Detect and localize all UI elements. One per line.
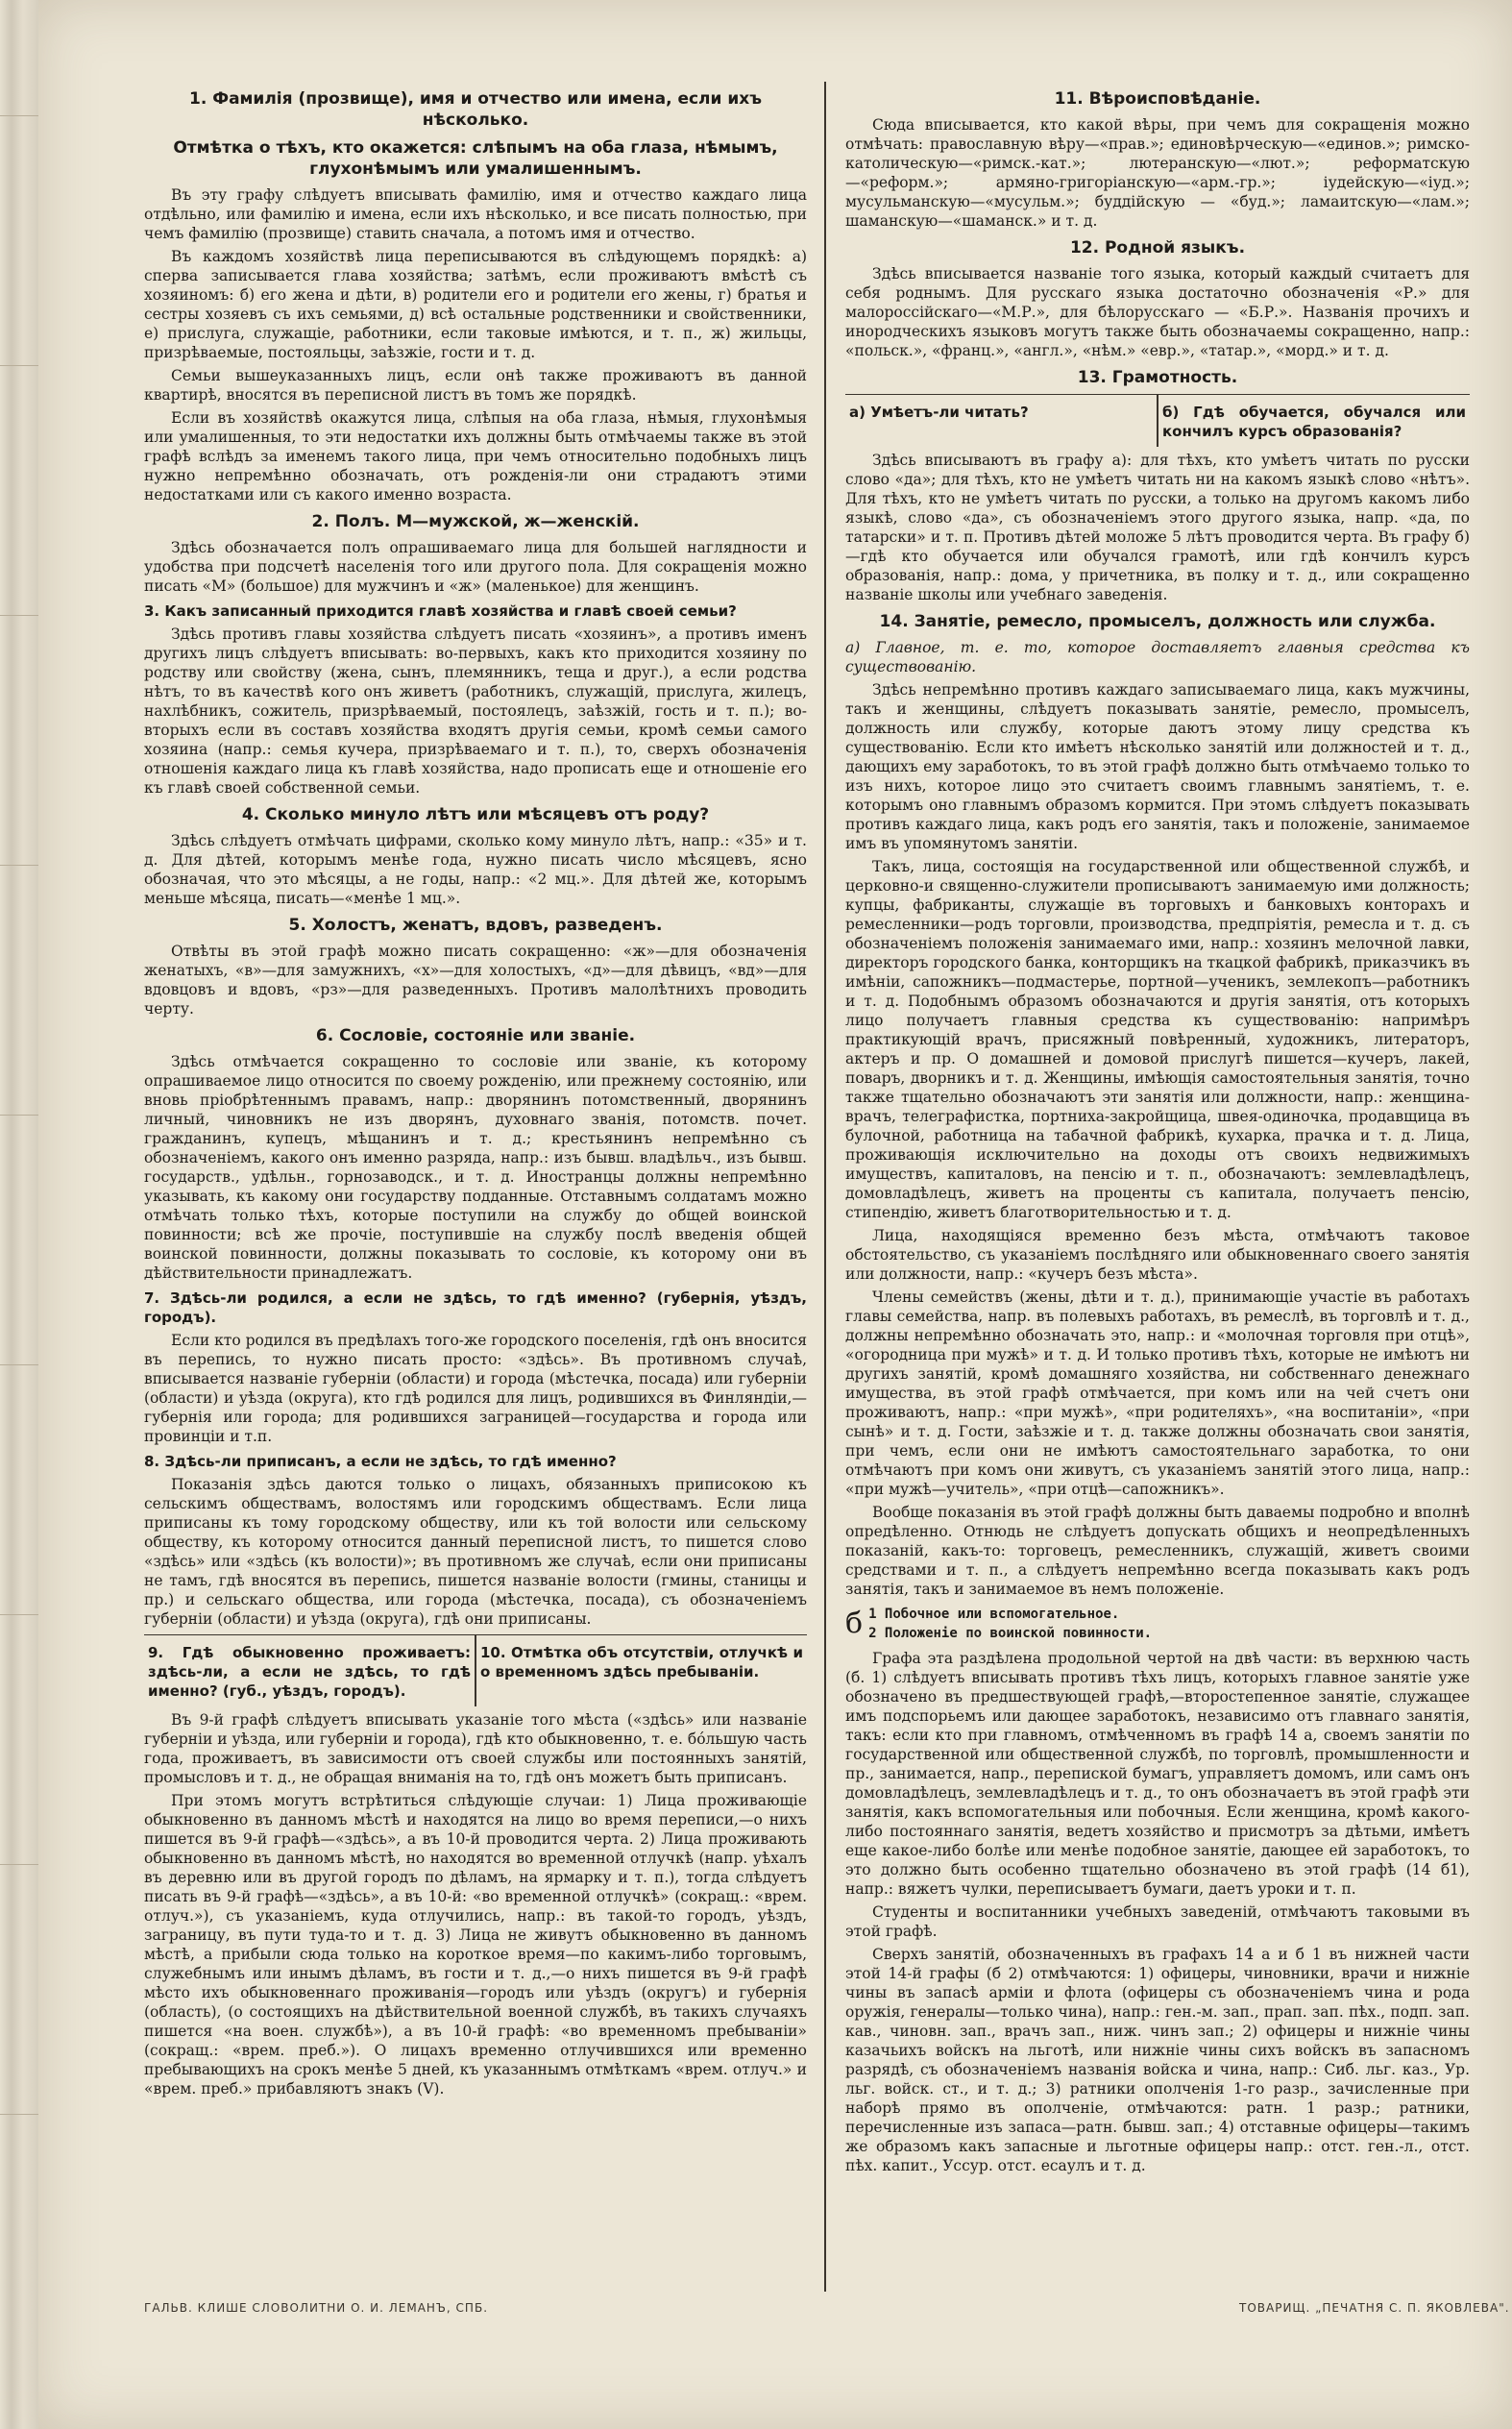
footer-printer-right: ТОВАРИЩ. „ПЕЧАТНЯ С. П. ЯКОВЛЕВА". [1239,2301,1510,2315]
section-14b-paragraph: Студенты и воспитанники учебныхъ заведеній, отмѣчаютъ таковыми въ этой графѣ. [845,1903,1470,1940]
section-14-paragraph: Лица, находящіяся временно безъ мѣста, отмѣчаютъ таковое обстоятельство, съ указаніемъ послѣдняго или обыкновеннаго своего занятія или должности, напр.: «кучеръ безъ мѣста». [845,1227,1470,1283]
section-2-title: 2. Полъ. М—мужской, ж—женскій. [311,512,640,531]
section-14b-line-2: 2 Положеніе по воинской повинности. [868,1626,1153,1641]
section-14b-header [845,1605,1470,1643]
section-12-paragraph: Здѣсь вписывается названіе того языка, который каждый считаетъ для себя роднымъ. Для русскаго языка достаточно обозначенія «Р.» для малороссійскаго—«М.Р.», для бѣлорусскаго — «Б.Р.». Названія прочихъ и инородческихъ языковъ могутъ также быть обозначаемы сокращенно, напр.: «польск.», «франц.», «англ.», «нѣм.» «евр.», «татар.», «морд.» и т. д. [845,265,1470,359]
section-11-paragraph: Сюда вписывается, кто какой вѣры, при чемъ для сокращенія можно отмѣчать: православную вѣру—«прав.»; единовѣрческую—«единов.»; римско-католическую—«римск.-кат.»; лютеранскую—«лют.»; реформатскую—«реформ.»; армяно-григоріанскую—«арм.-гр.»; іудейскую—«іуд.»; мусульманскую—«мусульм.»; буддійскую — «буд.»; ламаитскую—«лам.»; шаманскую—«шаманск.» и т. д. [845,116,1470,230]
section-6-title: 6. Сословіе, состояніе или званіе. [315,1026,636,1045]
section-14-paragraph: Такъ, лица, состоящія на государственной или общественной службѣ, и церковно-и священно-служители прописываютъ занимаемую ими должность; купцы, фабриканты, служащіе въ торговыхъ и банковыхъ конторахъ и ремесленники—родъ торговли, производства, предпріятія, ремесла и т. д. съ обозначеніемъ положенія занимаемаго ими, напр.: хозяинъ мелочной лавки, директоръ городского банка, конторщикъ на ткацкой фабрикѣ, приказчикъ въ имѣніи, сапожникъ—подмастерье, портной—ученикъ, землекопъ—работникъ и т. д. Подобнымъ образомъ обозначаются и другія занятія, отъ которыхъ лицо получаетъ главныя средства къ существованію: напримѣръ практикующій врачъ, присяжный повѣренный, художникъ, литераторъ, актеръ и пр. О домашней и домовой прислугѣ пишется—кучеръ, лакей, поваръ, дворникъ и т. д. Женщины, имѣющія самостоятельныя занятія, точно также тщательно обозначаютъ эти занятія или должности, напр.: женщина-врачъ, телеграфистка, портниха-закройщица, швея-одиночка, продавщица въ булочной, работница на табачной фабрикѣ, кухарка, прачка и т. д. Лица, проживающія исключительно на доходы отъ своихъ недвижимыхъ имуществъ, капиталовъ, на пенсію и т. п., обозначаютъ: землевладѣлецъ, домовладѣлецъ, живетъ на проценты съ капитала, получаетъ пенсію, стипендію, живетъ благотворительностью и т. д. [845,858,1470,1221]
right-column [845,82,1470,2179]
section-14b-line-1: 1 Побочное или вспомогательное. [868,1607,1120,1622]
section-13-paragraph: Здѣсь вписываютъ въ графу а): для тѣхъ, кто умѣетъ читать по русски слово «да»; для тѣхъ, кто не умѣетъ читать ни на какомъ языкѣ слово «нѣтъ». Для тѣхъ, кто не умѣетъ читать по русски, а только на другомъ какомъ либо языкѣ, слово «да», съ обозначеніемъ этого другого языка, напр. «да, по татарски» и т. п. Противъ дѣтей моложе 5 лѣтъ проводится черта. Въ графу б)—гдѣ кто обучается или обучался грамотѣ, или гдѣ кончилъ курсъ образованія, напр.: дома, у причетника, въ полку и т. д., или сокращенно названіе школы или учебнаго заведенія. [845,452,1470,603]
section-14-subtitle: а) Главное, т. е. то, которое доставляетъ главныя средства къ существованію. [845,639,1470,675]
section-13-col-a: а) Умѣетъ-ли читать? [849,404,1029,421]
section-7-title: 7. Здѣсь-ли родился, а если не здѣсь, то гдѣ именно? (губернія, уѣздъ, городъ). [144,1289,807,1326]
section-1-paragraph: Въ каждомъ хозяйствѣ лица переписываются въ слѣдующемъ порядкѣ: а) сперва записывается глава хозяйства; затѣмъ, если проживаютъ вмѣстѣ съ хозяиномъ: б) его жена и дѣти, в) родители его и родители его жены, г) братья и сестры хозяевъ съ ихъ семьями, д) всѣ остальные родственники и свойственники, е) прислуга, служащіе, работники, если таковые имѣются, и т. п., ж) жильцы, призрѣваемые, постояльцы, заѣзжіе, гости и т. д. [144,248,807,361]
section-12-title: 12. Родной языкъ. [1069,238,1246,258]
section-13-subheader [845,394,1470,447]
column-divider [824,82,826,2292]
section-14-paragraph: Вообще показанія въ этой графѣ должны быть даваемы подробно и вполнѣ опредѣленно. Отнюдь не слѣдуетъ допускать общихъ и неопредѣленныхъ показаній, какъ-то: торговецъ, ремесленникъ, служащій, живетъ своими средствами и т. п., а слѣдуетъ непремѣнно всегда показывать какъ родъ занятія, такъ и занимаемое въ немъ положеніе. [845,1504,1470,1598]
section-11-title: 11. Вѣроисповѣданіе. [1054,89,1261,109]
section-5-paragraph: Отвѣты въ этой графѣ можно писать сокращенно: «ж»—для обозначенія женатыхъ, «в»—для замужнихъ, «х»—для холостыхъ, «д»—для дѣвицъ, «вд»—для вдовцовъ и вдовъ, «рз»—для разведенныхъ. Противъ малолѣтнихъ проводить черту. [144,943,807,1018]
section-1-paragraph: Если въ хозяйствѣ окажутся лица, слѣпыя на оба глаза, нѣмыя, глухонѣмыя или умалишенныя, то эти недостатки ихъ должны быть отмѣчаемы также въ этой графѣ вслѣдъ за именемъ такого лица, при чемъ относительно подобныхъ лицъ нужно непремѣнно обозначать, отъ рожденія-ли они страдаютъ этими недостатками или съ какого именно возраста. [144,409,807,503]
section-1-paragraph: Въ эту графу слѣдуетъ вписывать фамилію, имя и отчество каждаго лица отдѣльно, или фамилію и имена, если ихъ нѣсколько, и все писать полностью, при чемъ фамилію (прозвище) ставить сначала, а потомъ имя и отчество. [144,186,807,242]
section-4-paragraph: Здѣсь слѣдуетъ отмѣчать цифрами, сколько кому минуло лѣтъ, напр.: «35» и т. д. Для дѣтей, которымъ менѣе года, нужно писать число мѣсяцевъ, ясно обозначая, что это мѣсяцы, а не годы, напр.: «2 мц.». Для дѣтей же, которымъ меньше мѣсяца, писать—«менѣе 1 мц.». [144,832,807,907]
section-13-title: 13. Грамотность. [1077,368,1238,387]
section-9-10-header [144,1634,807,1706]
section-3-title: 3. Какъ записанный приходится главѣ хозяйства и главѣ своей семьи? [144,602,737,620]
left-column [144,82,807,2102]
section-8-title: 8. Здѣсь-ли приписанъ, а если не здѣсь, то гдѣ именно? [144,1453,617,1470]
section-14-paragraph: Здѣсь непремѣнно противъ каждаго записываемаго лица, какъ мужчины, такъ и женщины, слѣдуетъ показывать занятіе, ремесло, промыселъ, должность или службу, которые даютъ этому лицу средства къ существованію. Если кто имѣетъ нѣсколько занятій или должностей и т. д., дающихъ ему заработокъ, то въ этой графѣ должно быть отмѣчаемо только то изъ нихъ, которое лицо это считаетъ своимъ главнымъ занятіемъ, т. е. которымъ оно главнымъ образомъ кормится. При этомъ слѣдуетъ показывать противъ каждаго лица, какъ родъ его занятія, такъ и положеніе, занимаемое имъ въ упомянутомъ занятіи. [845,681,1470,852]
section-9-paragraph: При этомъ могутъ встрѣтиться слѣдующіе случаи: 1) Лица проживающіе обыкновенно въ данномъ мѣстѣ и находятся на лицо во время переписи,—о нихъ пишется въ 9-й графѣ—«здѣсь», а въ 10-й проводится черта. 2) Лица проживають обыкновенно въ данномъ мѣстѣ, но находятся во временной отлучкѣ (напр. уѣхалъ въ деревню или въ другой городъ по дѣламъ, на ярмарку и т. п.), тогда слѣдуетъ писать въ 9-й графѣ—«здѣсь», а въ 10-й: «во временной отлучкѣ» (сокращ.: «врем. отлуч.»), съ указаніемъ, куда отлучились, напр.: въ такой-то городъ, уѣздъ, заграницу, въ пути туда-то и т. д. 3) Лица не живутъ обыкновенно въ данномъ мѣстѣ, а прибыли сюда только на короткое время—по какимъ-либо торговымъ, служебнымъ или инымъ дѣламъ, въ гости и т. д.,—о нихъ пишется въ 9-й графѣ мѣсто ихъ обыкновеннаго проживанія—городъ или уѣздъ (округъ) и губернія (область), (о состоящихъ на дѣйствительной военной службѣ, въ такихъ случаяхъ пишется «на воен. службѣ»), а въ 10-й графѣ: «во временномъ пребываніи» (сокращ.: «врем. преб.»). О лицахъ временно отлучившихся или временно пребывающихъ на срокъ менѣе 5 дней, къ указаннымъ отмѣткамъ «врем. отлуч.» и «врем. преб.» прибавляютъ знакъ (V). [144,1792,807,2098]
section-14b-paragraph: Графа эта раздѣлена продольной чертой на двѣ части: въ верхнюю часть (б. 1) слѣдуетъ вписывать противъ тѣхъ лицъ, которыхъ главное занятіе уже обозначено въ предшествующей графѣ,—второстепенное занятіе, служащее имъ подспорьемъ или дающее заработокъ, независимо отъ главнаго занятія, такъ: если кто при главномъ, отмѣченномъ въ графѣ 14 а, своемъ занятіи по государственной или общественной службѣ, по торговлѣ, промышленности и пр., занимается, напр., перепиской бумагъ, управляетъ домомъ, или самъ онъ домовладѣлецъ, землевладѣлецъ и т. д., то онъ обозначаетъ въ этой графѣ эти занятія, какъ вспомогательныя или побочныя. Если женщина, кромѣ какого-либо постояннаго занятія, ведетъ хозяйство и присмотръ за дѣтьми, имѣетъ еще какое-либо болѣе или менѣе подобное занятіе, дающее ей заработокъ, то это должно быть особенно тщательно обозначено въ этой графѣ (14 б1), напр.: вяжетъ чулки, переписываетъ бумаги, даетъ уроки и т. п. [845,1650,1470,1898]
section-9-title: 9. Гдѣ обыкновенно проживаетъ: здѣсь-ли, а если не здѣсь, то гдѣ именно? (губ., уѣздъ, городъ). [148,1644,471,1700]
section-5-title: 5. Холостъ, женатъ, вдовъ, разведенъ. [288,916,663,935]
section-14-title: 14. Занятіе, ремесло, промыселъ, должность или служба. [879,612,1436,631]
section-2-paragraph: Здѣсь обозначается полъ опрашиваемаго лица для большей наглядности и удобства при подсчетѣ населенія того или другого пола. Для сокращенія можно писать «М» (большое) для мужчинъ и «ж» (маленькое) для женщинъ. [144,539,807,595]
section-14b-letter: б [845,1607,864,1640]
section-1-subtitle: Отмѣтка о тѣхъ, кто окажется: слѣпымъ на оба глаза, нѣмымъ, глухонѣмымъ или умалишеннымъ. [173,138,778,179]
page-stack-edge [0,0,38,2429]
footer-printer-left: ГАЛЬВ. КЛИШЕ СЛОВОЛИТНИ О. И. ЛЕМАНЪ, СПБ. [144,2301,489,2315]
section-1-title: 1. Фамилія (прозвище), имя и отчество или имена, если ихъ нѣсколько. [189,89,762,130]
section-13-col-b: б) Гдѣ обучается, обучался или кончилъ курсъ образованія? [1162,404,1466,440]
section-1-paragraph: Семьи вышеуказанныхъ лицъ, если онѣ также проживаютъ въ данной квартирѣ, вносятся въ переписной листъ въ томъ же порядкѣ. [144,367,807,404]
section-9-paragraph: Въ 9-й графѣ слѣдуетъ вписывать указаніе того мѣста («здѣсь» или названіе губерніи и уѣзда, или губерніи и города), гдѣ кто обыкновенно, т. е. бо́льшую часть года, проживаетъ, въ зависимости отъ своей службы или постоянныхъ занятій, промысловъ и т. д., не обращая вниманія на то, гдѣ онъ можетъ быть приписанъ. [144,1711,807,1786]
section-7-paragraph: Если кто родился въ предѣлахъ того-же городского поселенія, гдѣ онъ вносится въ перепись, то нужно писать просто: «здѣсь». Въ противномъ случаѣ, вписывается названіе губерніи (области) и города (мѣстечка, посада) или губерніи (области) и уѣзда (округа), кто гдѣ родился для лицъ, родившихся въ Финляндіи,—губернія или города; для родившихся заграницей—государства и города или провинціи и т.п. [144,1332,807,1445]
section-14b-paragraph: Сверхъ занятій, обозначенныхъ въ графахъ 14 а и б 1 въ нижней части этой 14-й графы (б 2) отмѣчаются: 1) офицеры, чиновники, врачи и нижніе чины въ запасѣ арміи и флота (офицеры съ обозначеніемъ чина и рода оружія, генералы—только чина), напр.: ген.-м. зап., прап. зап. пѣх., подп. зап. кав., чиновн. зап., врачъ зап., ниж. чинъ зап.; 2) офицеры и нижніе чины казачьихъ войскъ на льготѣ, или нижніе чины сихъ войскъ въ запасномъ разрядѣ, съ обозначеніемъ названія войска и чина, напр.: Сиб. льг. каз., Ур. льг. войск. ст., и т. д.; 3) ратники ополченія 1-го разр., зачисленные при наборѣ прямо въ ополченіе, отмѣчаются: ратн. 1 разр.; ратники, перечисленные изъ запаса—ратн. бывш. зап.; 4) отставные офицеры—такимъ же образомъ какъ запасные и льготные офицеры напр.: отст. ген.-л., отст. пѣх. капит., Уссур. отст. есаулъ и т. д. [845,1946,1470,2174]
section-8-paragraph: Показанія здѣсь даются только о лицахъ, обязанныхъ приписокою къ сельскимъ обществамъ, волостямъ или городскимъ обществамъ. Если лица приписаны къ тому городскому обществу, или къ той волости или сельскому обществу, къ которому относится данный переписной листъ, то пишется слово «здѣсь» или «здѣсь (къ волости)»; въ противномъ же случаѣ, если они приписаны не тамъ, гдѣ вносятся въ перепись, пишется названіе волости (гмины, станицы и пр.) и сельскаго общества, или города (мѣстечка, посада), съ обозначеніемъ губерніи (области) и уѣзда (округа), гдѣ они приписаны. [144,1476,807,1628]
section-6-paragraph: Здѣсь отмѣчается сокращенно то сословіе или званіе, къ которому опрашиваемое лицо относится по своему рожденію, или прежнему состоянію, или вновь пріобрѣтеннымъ правамъ, напр.: дворянинъ потомственный, дворянинъ личный, чиновникъ не изъ дворянъ, духовнаго званія, потомств. почет. гражданинъ, купецъ, мѣщанинъ и т. д.; крестьянинъ непремѣнно съ обозначеніемъ, какого онъ именно разряда, напр.: изъ бывш. владѣльч., изъ бывш. государств., удѣльн., горнозаводск., и т. д. Иностранцы должны непремѣнно указывать, къ какому они государству подданные. Отставнымъ солдатамъ можно отмѣчать только тѣхъ, которые поступили на службу до общей воинской повинности; всѣ же прочіе, поступившіе на службу послѣ введенія общей воинской повинности, должны показывать то сословіе, къ которому они въ дѣйствительности принадлежатъ. [144,1053,807,1282]
section-3-paragraph: Здѣсь противъ главы хозяйства слѣдуетъ писать «хозяинъ», а противъ именъ другихъ лицъ слѣдуетъ вписывать: во-первыхъ, какъ кто приходится хозяину по родству или свойству (жена, сынъ, племянникъ, теща и друг.), а если родства нѣтъ, то въ качествѣ кого онъ живетъ (работникъ, служащій, прислуга, жилецъ, нахлѣбникъ, сожитель, призрѣваемый, постоялецъ, заѣзжій, гость и т. п.); во-вторыхъ если въ составъ хозяйства входятъ другія семьи, кромѣ семьи самого хозяина (напр.: семья кучера, призрѣваемаго и т. п.), то, сверхъ обозначенія отношенія каждаго лица къ главѣ хозяйства, надо прописать еще и отношеніе его къ главѣ своей собственной семьи. [144,626,807,797]
section-4-title: 4. Сколько минуло лѣтъ или мѣсяцевъ отъ роду? [241,805,710,824]
section-10-title: 10. Отмѣтка объ отсутствіи, отлучкѣ и о временномъ здѣсь пребываніи. [480,1644,803,1681]
section-14-paragraph: Члены семействъ (жены, дѣти и т. д.), принимающіе участіе въ работахъ главы семейства, напр. въ полевыхъ работахъ, въ ремеслѣ, въ торговлѣ и т. д., должны непремѣнно обозначать это, напр.: и «молочная торговля при отцѣ», «огородница при мужѣ» и т. д. И только противъ тѣхъ, которые не имѣютъ ни другихъ занятій, кромѣ домашняго хозяйства, ни собственнаго денежнаго имущества, въ этой графѣ отмѣчается, при комъ или на чей счетъ они проживаютъ, напр.: «при мужѣ», «при родителяхъ», «на воспитаніи», «при сынѣ» и т. д. Гости, заѣзжіе и т. д. также должны обозначать свои занятія, при чемъ, если они не имѣютъ самостоятельнаго заработка, то они отмѣчаютъ при комъ они живутъ, съ указаніемъ занятій этого лица, напр.: «при мужѣ—учитель», «при отцѣ—сапожникъ». [845,1288,1470,1498]
